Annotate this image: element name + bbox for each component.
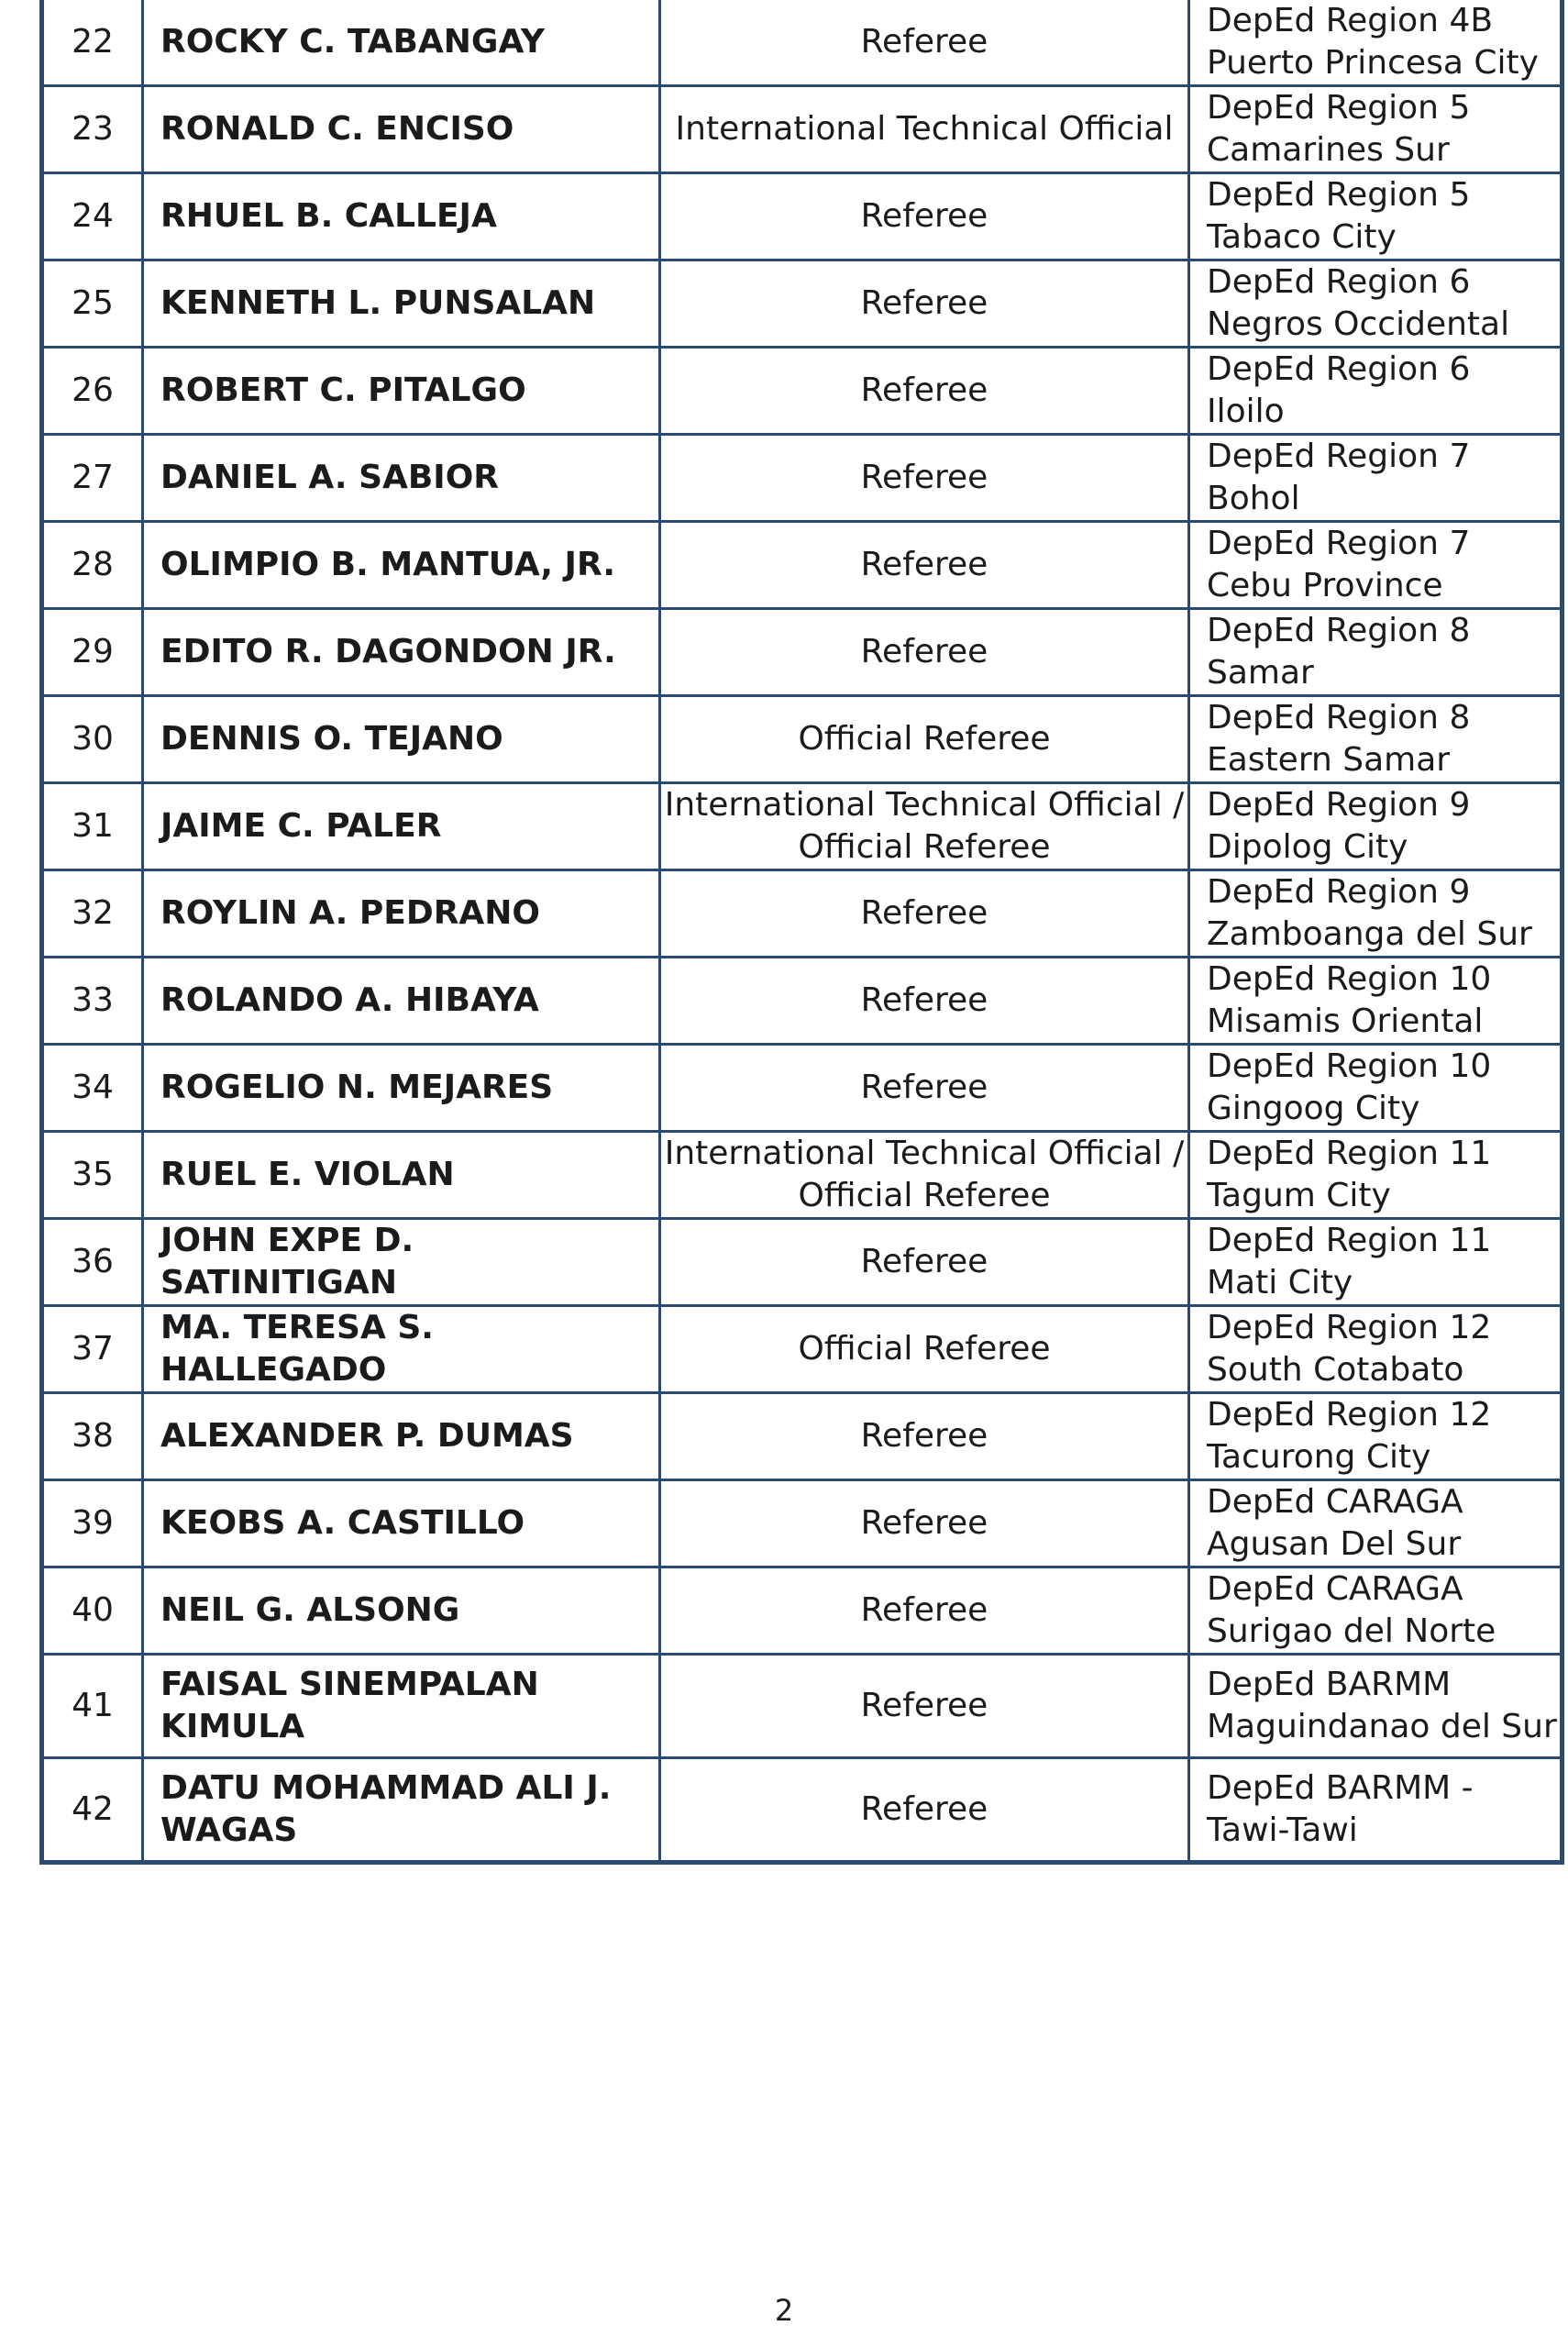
official-role: Referee [660, 1567, 1189, 1655]
division-place: Tabaco City [1207, 218, 1397, 256]
division-region: DepEd Region 11 [1207, 1135, 1492, 1172]
division-place: Camarines Sur [1207, 131, 1450, 169]
division-region: DepEd Region 8 [1207, 612, 1471, 649]
row-number: 38 [42, 1393, 143, 1480]
division-region: DepEd Region 10 [1207, 1047, 1492, 1085]
official-name: EDITO R. DAGONDON JR. [143, 609, 660, 696]
official-role: Referee [660, 1393, 1189, 1480]
division-region: DepEd Region 10 [1207, 960, 1492, 998]
page-number: 2 [774, 2293, 794, 2328]
row-number: 41 [42, 1655, 143, 1758]
official-name: RHUEL B. CALLEJA [143, 173, 660, 260]
table-row [42, 1306, 1562, 1393]
official-division [1189, 0, 1562, 86]
official-division [1189, 1567, 1562, 1655]
official-role: Referee [660, 0, 1189, 86]
official-division [1189, 260, 1562, 348]
row-number: 30 [42, 696, 143, 783]
official-division [1189, 435, 1562, 522]
row-number: 22 [42, 0, 143, 86]
official-division [1189, 348, 1562, 435]
table-row [42, 522, 1562, 609]
row-number: 42 [42, 1758, 143, 1863]
official-division [1189, 1045, 1562, 1132]
official-role: International Technical Official [660, 86, 1189, 173]
division-region: DepEd Region 12 [1207, 1309, 1492, 1346]
official-role: Official Referee [660, 1306, 1189, 1393]
official-role: Official Referee [660, 696, 1189, 783]
row-number: 29 [42, 609, 143, 696]
division-place: Gingoog City [1207, 1090, 1420, 1127]
official-name: ROCKY C. TABANGAY [143, 0, 660, 86]
official-role: Referee [660, 1219, 1189, 1306]
row-number: 35 [42, 1132, 143, 1219]
division-place: Eastern Samar [1207, 741, 1451, 779]
official-division [1189, 173, 1562, 260]
table-row [42, 173, 1562, 260]
division-place: Surigao del Norte [1207, 1612, 1496, 1650]
division-place: Dipolog City [1207, 828, 1408, 866]
official-role: Referee [660, 348, 1189, 435]
division-place: Tawi-Tawi [1207, 1811, 1358, 1849]
official-division [1189, 1758, 1562, 1863]
division-region: DepEd CARAGA [1207, 1570, 1463, 1608]
official-name: DATU MOHAMMAD ALI J. WAGAS [143, 1758, 660, 1863]
division-region: DepEd Region 6 [1207, 263, 1471, 301]
division-region: DepEd Region 9 [1207, 873, 1471, 911]
official-name: NEIL G. ALSONG [143, 1567, 660, 1655]
row-number: 33 [42, 958, 143, 1045]
row-number: 40 [42, 1567, 143, 1655]
table-row [42, 958, 1562, 1045]
official-division [1189, 1219, 1562, 1306]
official-division [1189, 522, 1562, 609]
official-role: Referee [660, 522, 1189, 609]
division-region: DepEd Region 7 [1207, 437, 1471, 475]
table-row [42, 783, 1562, 870]
official-role: Referee [660, 173, 1189, 260]
official-division [1189, 1655, 1562, 1758]
official-name: ROYLIN A. PEDRANO [143, 870, 660, 958]
official-name: FAISAL SINEMPALAN KIMULA [143, 1655, 660, 1758]
division-place: South Cotabato [1207, 1351, 1464, 1389]
division-region: DepEd Region 12 [1207, 1396, 1492, 1434]
division-place: Zamboanga del Sur [1207, 915, 1532, 953]
division-region: DepEd CARAGA [1207, 1483, 1463, 1521]
row-number: 31 [42, 783, 143, 870]
row-number: 32 [42, 870, 143, 958]
official-role: Referee [660, 435, 1189, 522]
table-row [42, 260, 1562, 348]
table-row [42, 1393, 1562, 1480]
division-place: Bohol [1207, 480, 1300, 517]
table-row [42, 348, 1562, 435]
division-region: DepEd Region 7 [1207, 525, 1471, 562]
official-division [1189, 86, 1562, 173]
table-row [42, 0, 1562, 86]
official-role: Referee [660, 1480, 1189, 1567]
officials-table-body [42, 0, 1562, 1863]
division-place: Cebu Province [1207, 567, 1443, 604]
official-name: OLIMPIO B. MANTUA, JR. [143, 522, 660, 609]
official-name: RONALD C. ENCISO [143, 86, 660, 173]
official-name: MA. TERESA S. HALLEGADO [143, 1306, 660, 1393]
division-region: DepEd BARMM - [1207, 1769, 1474, 1807]
division-region: DepEd Region 9 [1207, 786, 1471, 824]
official-name: ALEXANDER P. DUMAS [143, 1393, 660, 1480]
table-row [42, 609, 1562, 696]
official-division [1189, 609, 1562, 696]
table-row [42, 1567, 1562, 1655]
division-place: Maguindanao del Sur [1207, 1708, 1557, 1745]
table-row [42, 435, 1562, 522]
table-row [42, 1132, 1562, 1219]
official-name: KENNETH L. PUNSALAN [143, 260, 660, 348]
division-region: DepEd Region 5 [1207, 176, 1471, 214]
division-place: Samar [1207, 654, 1314, 692]
official-name: KEOBS A. CASTILLO [143, 1480, 660, 1567]
table-row [42, 1219, 1562, 1306]
official-division [1189, 783, 1562, 870]
official-role: Referee [660, 609, 1189, 696]
official-role: Referee [660, 1045, 1189, 1132]
official-division [1189, 958, 1562, 1045]
division-region: DepEd Region 6 [1207, 350, 1471, 388]
row-number: 26 [42, 348, 143, 435]
official-role: Referee [660, 260, 1189, 348]
official-name: JOHN EXPE D. SATINITIGAN [143, 1219, 660, 1306]
official-division [1189, 1132, 1562, 1219]
official-name: DENNIS O. TEJANO [143, 696, 660, 783]
division-region: DepEd Region 4B [1207, 2, 1494, 39]
division-place: Negros Occidental [1207, 305, 1510, 343]
division-region: DepEd BARMM [1207, 1666, 1452, 1703]
official-name: ROGELIO N. MEJARES [143, 1045, 660, 1132]
division-region: DepEd Region 8 [1207, 699, 1471, 737]
official-division [1189, 696, 1562, 783]
official-role: International Technical Official / Official Referee [660, 1132, 1189, 1219]
division-place: Puerto Princesa City [1207, 44, 1539, 82]
official-name: JAIME C. PALER [143, 783, 660, 870]
official-division [1189, 1306, 1562, 1393]
table-row [42, 1045, 1562, 1132]
division-place: Tacurong City [1207, 1438, 1431, 1476]
official-role: International Technical Official / Official Referee [660, 783, 1189, 870]
row-number: 36 [42, 1219, 143, 1306]
table-row [42, 1758, 1562, 1863]
official-name: DANIEL A. SABIOR [143, 435, 660, 522]
official-name: ROBERT C. PITALGO [143, 348, 660, 435]
official-role: Referee [660, 870, 1189, 958]
table-row [42, 870, 1562, 958]
row-number: 25 [42, 260, 143, 348]
division-region: DepEd Region 5 [1207, 89, 1471, 127]
row-number: 27 [42, 435, 143, 522]
division-place: Iloilo [1207, 393, 1285, 430]
row-number: 34 [42, 1045, 143, 1132]
row-number: 28 [42, 522, 143, 609]
row-number: 37 [42, 1306, 143, 1393]
official-name: ROLANDO A. HIBAYA [143, 958, 660, 1045]
official-division [1189, 870, 1562, 958]
division-region: DepEd Region 11 [1207, 1222, 1492, 1259]
official-division [1189, 1393, 1562, 1480]
official-role: Referee [660, 1758, 1189, 1863]
division-place: Mati City [1207, 1264, 1353, 1301]
division-place: Misamis Oriental [1207, 1002, 1484, 1040]
division-place: Agusan Del Sur [1207, 1525, 1462, 1563]
row-number: 39 [42, 1480, 143, 1567]
division-place: Tagum City [1207, 1177, 1391, 1214]
official-name: RUEL E. VIOLAN [143, 1132, 660, 1219]
official-role: Referee [660, 1655, 1189, 1758]
officials-table [39, 0, 1564, 1865]
row-number: 24 [42, 173, 143, 260]
row-number: 23 [42, 86, 143, 173]
table-row [42, 696, 1562, 783]
table-row [42, 86, 1562, 173]
table-row [42, 1655, 1562, 1758]
official-division [1189, 1480, 1562, 1567]
table-row [42, 1480, 1562, 1567]
official-role: Referee [660, 958, 1189, 1045]
